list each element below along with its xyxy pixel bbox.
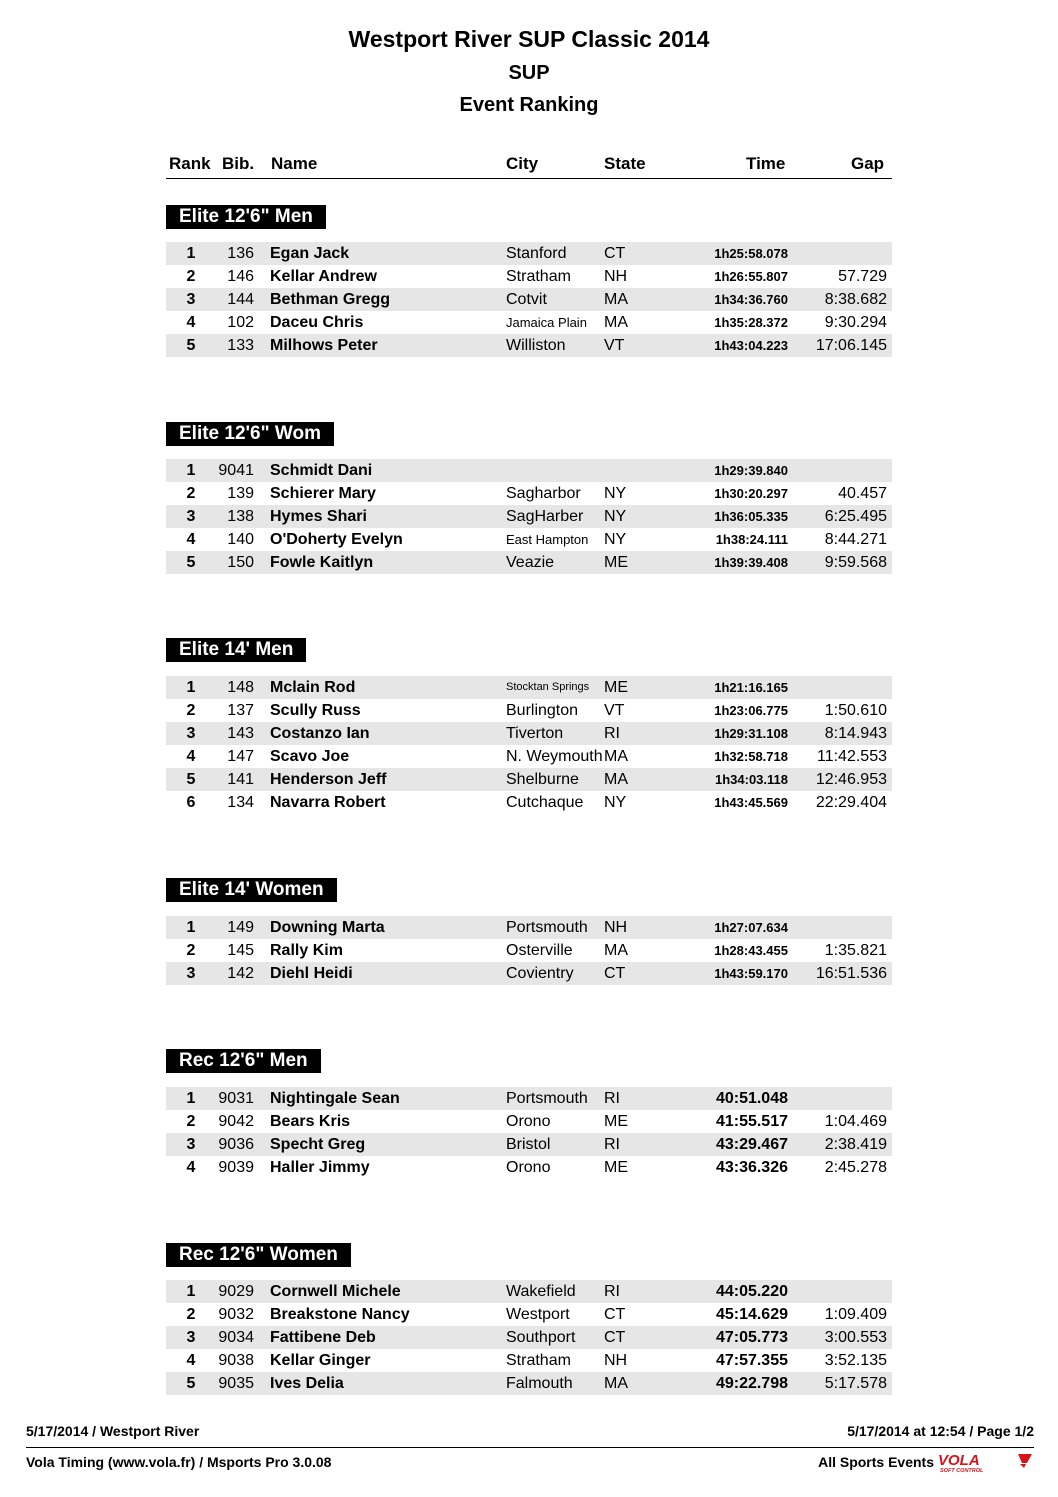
- cell-bib: 9039: [218, 1159, 254, 1176]
- section-title-elite-14-men: Elite 14' Men: [166, 638, 306, 662]
- table-row: [0, 242, 1058, 265]
- cell-rank: 1: [186, 462, 196, 479]
- cell-city: Falmouth: [506, 1375, 573, 1392]
- cell-bib: 9035: [218, 1375, 254, 1392]
- cell-gap: 1:35.821: [824, 942, 887, 959]
- column-header-time: Time: [746, 154, 786, 173]
- cell-name: Nightingale Sean: [270, 1090, 400, 1107]
- cell-name: Schmidt Dani: [270, 462, 373, 479]
- cell-gap: 1:04.469: [824, 1113, 887, 1130]
- cell-bib: 140: [227, 531, 254, 548]
- cell-time: 1h39:39.408: [714, 555, 788, 570]
- cell-name: Daceu Chris: [270, 314, 364, 331]
- cell-rank: 6: [186, 794, 196, 811]
- cell-city: Jamaica Plain: [506, 315, 587, 330]
- cell-rank: 5: [186, 337, 196, 354]
- table-row: [0, 676, 1058, 699]
- cell-bib: 134: [227, 794, 254, 811]
- cell-gap: 16:51.536: [815, 965, 887, 982]
- cell-bib: 9034: [218, 1329, 254, 1346]
- cell-gap: [800, 242, 887, 265]
- table-row: [0, 768, 1058, 791]
- cell-city: SagHarber: [506, 508, 584, 525]
- cell-name: Hymes Shari: [270, 508, 367, 525]
- cell-rank: 1: [186, 679, 196, 696]
- cell-gap: 8:14.943: [824, 725, 887, 742]
- cell-gap: 6:25.495: [824, 508, 887, 525]
- cell-state: CT: [604, 1306, 626, 1323]
- cell-bib: 136: [227, 245, 254, 262]
- cell-name: Kellar Ginger: [270, 1352, 371, 1369]
- cell-bib: 137: [227, 702, 254, 719]
- cell-rank: 4: [186, 748, 196, 765]
- cell-city: East Hampton: [506, 532, 589, 547]
- table-row: [0, 699, 1058, 722]
- cell-state: MA: [604, 314, 628, 331]
- section-title-elite-14-women: Elite 14' Women: [166, 878, 337, 902]
- cell-name: Rally Kim: [270, 942, 343, 959]
- cell-gap: 3:00.553: [824, 1329, 887, 1346]
- cell-name: Bethman Gregg: [270, 291, 391, 308]
- column-header-city: City: [506, 154, 539, 173]
- cell-city: Shelburne: [506, 771, 579, 788]
- cell-time: 43:36.326: [715, 1159, 788, 1176]
- cell-gap: 22:29.404: [815, 794, 887, 811]
- cell-name: Downing Marta: [270, 919, 385, 936]
- cell-name: Haller Jimmy: [270, 1159, 370, 1176]
- cell-state: MA: [604, 291, 628, 308]
- cell-rank: 2: [186, 485, 196, 502]
- table-row: [0, 311, 1058, 334]
- table-row: [0, 791, 1058, 814]
- cell-bib: 9036: [218, 1136, 254, 1153]
- cell-time: 1h43:59.170: [714, 966, 788, 981]
- cell-rank: 2: [186, 702, 196, 719]
- cell-rank: 5: [186, 771, 196, 788]
- cell-time: 1h27:07.634: [714, 920, 788, 935]
- table-row: [0, 939, 1058, 962]
- cell-bib: 9029: [218, 1283, 254, 1300]
- cell-rank: 4: [186, 1159, 196, 1176]
- cell-state: ME: [604, 679, 628, 696]
- cell-city: Portsmouth: [506, 1090, 588, 1107]
- cell-name: Schierer Mary: [270, 485, 376, 502]
- cell-bib: 144: [227, 291, 254, 308]
- cell-rank: 1: [186, 919, 196, 936]
- cell-city: Stocktan Springs: [506, 681, 590, 693]
- cell-time: 1h28:43.455: [714, 943, 788, 958]
- svg-text:SOFT CONTROL: SOFT CONTROL: [940, 1468, 984, 1473]
- cell-name: Fowle Kaitlyn: [270, 554, 374, 571]
- cell-time: 1h43:45.569: [714, 795, 788, 810]
- cell-city: Orono: [506, 1113, 551, 1130]
- cell-rank: 1: [186, 245, 196, 262]
- cell-time: 1h25:58.078: [714, 246, 788, 261]
- cell-gap: 1:09.409: [824, 1306, 887, 1323]
- footer-organizer: All Sports Events: [818, 1454, 934, 1470]
- cell-time: 1h32:58.718: [714, 749, 788, 764]
- cell-time: 49:22.798: [715, 1375, 788, 1392]
- column-header-bib: Bib.: [222, 154, 255, 173]
- cell-state: NY: [604, 485, 627, 502]
- cell-time: 1h29:39.840: [714, 463, 788, 478]
- column-header-state: State: [604, 154, 646, 173]
- cell-bib: 9031: [218, 1090, 254, 1107]
- cell-state: NY: [604, 794, 627, 811]
- cell-name: Diehl Heidi: [270, 965, 353, 982]
- cell-rank: 4: [186, 1352, 196, 1369]
- cell-bib: 9041: [218, 462, 254, 479]
- cell-state: NY: [604, 531, 627, 548]
- table-row: [0, 1326, 1058, 1349]
- cell-state: RI: [604, 725, 620, 742]
- cell-bib: 102: [227, 314, 254, 331]
- footer-timestamp-page: 5/17/2014 at 12:54 / Page 1/2: [847, 1423, 1034, 1439]
- page-subtitle-ranking: Event Ranking: [459, 94, 599, 116]
- cell-name: Mclain Rod: [270, 679, 356, 696]
- cell-time: 1h38:24.111: [715, 532, 788, 547]
- table-row: [0, 1087, 1058, 1110]
- cell-state: ME: [604, 1113, 628, 1130]
- cell-name: Breakstone Nancy: [270, 1306, 410, 1323]
- cell-state: MA: [604, 771, 628, 788]
- cell-city: N. Weymouth: [506, 748, 603, 765]
- cell-state: NH: [604, 919, 628, 936]
- page-title: Westport River SUP Classic 2014: [348, 26, 710, 52]
- cell-bib: 9042: [218, 1113, 254, 1130]
- table-row: [0, 551, 1058, 574]
- cell-city: Westport: [506, 1306, 570, 1323]
- cell-rank: 3: [186, 1136, 196, 1153]
- cell-gap: 12:46.953: [815, 771, 887, 788]
- column-header-rank: Rank: [169, 154, 211, 173]
- cell-rank: 3: [186, 291, 196, 308]
- section-title-elite-12-6-men: Elite 12'6" Men: [166, 205, 326, 229]
- section-title-rec-12-6-women: Rec 12'6" Women: [166, 1243, 351, 1267]
- cell-city: Stanford: [506, 245, 567, 262]
- cell-state: ME: [604, 1159, 628, 1176]
- cell-city: Covientry: [506, 965, 574, 982]
- section-title-elite-12-6-women: Elite 12'6" Wom: [166, 422, 334, 446]
- cell-gap: 8:38.682: [824, 291, 887, 308]
- cell-rank: 3: [186, 725, 196, 742]
- cell-time: 1h29:31.108: [714, 726, 788, 741]
- cell-gap: 2:45.278: [824, 1159, 887, 1176]
- cell-name: Scully Russ: [270, 702, 361, 719]
- cell-gap: [800, 1280, 887, 1303]
- cell-state: RI: [604, 1090, 620, 1107]
- table-row: [0, 1280, 1058, 1303]
- table-row: [0, 459, 1058, 482]
- cell-rank: 3: [186, 965, 196, 982]
- cell-time: 1h43:04.223: [714, 338, 788, 353]
- vola-logo: [934, 1451, 1034, 1473]
- cell-time: 1h34:03.118: [714, 772, 788, 787]
- table-row: [0, 1349, 1058, 1372]
- cell-rank: 3: [186, 508, 196, 525]
- cell-gap: [800, 1087, 887, 1110]
- cell-city: Tiverton: [506, 725, 564, 742]
- table-row: [0, 1372, 1058, 1395]
- cell-name: Bears Kris: [270, 1113, 351, 1130]
- cell-state: CT: [604, 965, 626, 982]
- cell-time: 1h34:36.760: [714, 292, 788, 307]
- cell-time: 45:14.629: [715, 1306, 788, 1323]
- cell-gap: 9:30.294: [824, 314, 887, 331]
- cell-bib: 149: [227, 919, 254, 936]
- cell-name: Fattibene Deb: [270, 1329, 376, 1346]
- cell-time: 1h21:16.165: [714, 680, 788, 695]
- cell-rank: 5: [186, 554, 196, 571]
- cell-state: ME: [604, 554, 628, 571]
- cell-name: O'Doherty Evelyn: [270, 531, 403, 548]
- cell-name: Costanzo Ian: [270, 725, 370, 742]
- cell-gap: 9:59.568: [824, 554, 887, 571]
- cell-state: VT: [604, 702, 625, 719]
- cell-state: VT: [604, 337, 625, 354]
- cell-name: Ives Delia: [270, 1375, 344, 1392]
- cell-bib: 145: [227, 942, 254, 959]
- cell-name: Scavo Joe: [270, 748, 350, 765]
- cell-rank: 1: [186, 1090, 196, 1107]
- cell-city: Stratham: [506, 1352, 571, 1369]
- cell-time: 43:29.467: [715, 1136, 788, 1153]
- table-row: [0, 528, 1058, 551]
- cell-city: Osterville: [506, 942, 573, 959]
- cell-bib: 150: [227, 554, 254, 571]
- cell-state: NH: [604, 268, 628, 285]
- cell-gap: 11:42.553: [817, 748, 887, 765]
- table-row: [0, 288, 1058, 311]
- cell-name: Kellar Andrew: [270, 268, 377, 285]
- cell-gap: 1:50.610: [824, 702, 887, 719]
- table-row: [0, 482, 1058, 505]
- column-header-row: [166, 152, 892, 179]
- cell-time: 1h35:28.372: [714, 315, 788, 330]
- cell-city: Sagharbor: [506, 485, 581, 502]
- table-row: [0, 1303, 1058, 1326]
- table-row: [0, 1110, 1058, 1133]
- cell-bib: 9032: [218, 1306, 254, 1323]
- table-row: [0, 505, 1058, 528]
- cell-bib: 138: [227, 508, 254, 525]
- cell-gap: 3:52.135: [824, 1352, 887, 1369]
- table-row: [0, 334, 1058, 357]
- cell-city: Burlington: [506, 702, 579, 719]
- cell-time: 1h36:05.335: [714, 509, 788, 524]
- cell-rank: 2: [186, 268, 196, 285]
- cell-name: Navarra Robert: [270, 794, 386, 811]
- cell-city: Veazie: [506, 554, 555, 571]
- cell-city: Wakefield: [506, 1283, 576, 1300]
- table-row: [0, 1133, 1058, 1156]
- cell-state: MA: [604, 1375, 628, 1392]
- cell-rank: 4: [186, 531, 196, 548]
- cell-name: Milhows Peter: [270, 337, 378, 354]
- cell-rank: 2: [186, 1306, 196, 1323]
- cell-state: RI: [604, 1283, 620, 1300]
- table-row: [0, 916, 1058, 939]
- cell-state: MA: [604, 748, 628, 765]
- table-row: [0, 722, 1058, 745]
- cell-time: 47:05.773: [715, 1329, 788, 1346]
- footer-date-location: 5/17/2014 / Westport River: [26, 1423, 200, 1439]
- cell-city: Bristol: [506, 1136, 551, 1153]
- cell-bib: 139: [227, 485, 254, 502]
- cell-city: Williston: [506, 337, 566, 354]
- cell-time: 1h26:55.807: [714, 269, 788, 284]
- footer-divider: [26, 1447, 1034, 1448]
- cell-time: 47:57.355: [715, 1352, 788, 1369]
- svg-text:VOLA: VOLA: [938, 1452, 980, 1469]
- cell-gap: [800, 916, 887, 939]
- cell-state: NH: [604, 1352, 628, 1369]
- cell-gap: 5:17.578: [824, 1375, 887, 1392]
- cell-city: Orono: [506, 1159, 551, 1176]
- cell-rank: 4: [186, 314, 196, 331]
- table-row: [0, 745, 1058, 768]
- cell-bib: 148: [227, 679, 254, 696]
- cell-bib: 141: [227, 771, 254, 788]
- cell-time: 1h23:06.775: [714, 703, 788, 718]
- cell-gap: 57.729: [838, 268, 887, 285]
- cell-state: CT: [604, 245, 626, 262]
- cell-name: Cornwell Michele: [270, 1283, 401, 1300]
- cell-state: RI: [604, 1136, 620, 1153]
- cell-name: Specht Greg: [270, 1136, 366, 1153]
- cell-time: 44:05.220: [715, 1283, 788, 1300]
- cell-bib: 133: [227, 337, 254, 354]
- cell-city: Portsmouth: [506, 919, 588, 936]
- cell-bib: 143: [227, 725, 254, 742]
- cell-name: Henderson Jeff: [270, 771, 387, 788]
- cell-gap: [800, 676, 887, 699]
- cell-state: CT: [604, 1329, 626, 1346]
- column-header-name: Name: [271, 154, 318, 173]
- cell-rank: 1: [186, 1283, 196, 1300]
- cell-gap: [800, 459, 887, 482]
- cell-rank: 2: [186, 1113, 196, 1130]
- cell-bib: 142: [227, 965, 254, 982]
- cell-time: 41:55.517: [715, 1113, 788, 1130]
- cell-city: Cutchaque: [506, 794, 584, 811]
- page-subtitle-sport: SUP: [508, 62, 550, 84]
- cell-gap: 17:06.145: [815, 337, 887, 354]
- section-title-rec-12-6-men: Rec 12'6" Men: [166, 1049, 321, 1073]
- cell-name: Egan Jack: [270, 245, 350, 262]
- cell-time: 1h30:20.297: [714, 486, 788, 501]
- footer-software: Vola Timing (www.vola.fr) / Msports Pro 3.0.08: [26, 1454, 332, 1470]
- table-row: [0, 962, 1058, 985]
- column-header-gap: Gap: [851, 154, 885, 173]
- cell-rank: 5: [186, 1375, 196, 1392]
- table-row: [0, 265, 1058, 288]
- cell-city: Stratham: [506, 268, 571, 285]
- cell-rank: 2: [186, 942, 196, 959]
- cell-state: MA: [604, 942, 628, 959]
- cell-state: NY: [604, 508, 627, 525]
- cell-time: 40:51.048: [715, 1090, 788, 1107]
- cell-city: Southport: [506, 1329, 576, 1346]
- cell-bib: 146: [227, 268, 254, 285]
- cell-gap: 8:44.271: [824, 531, 887, 548]
- cell-rank: 3: [186, 1329, 196, 1346]
- cell-bib: 9038: [218, 1352, 254, 1369]
- cell-city: Cotvit: [506, 291, 547, 308]
- table-row: [0, 1156, 1058, 1179]
- cell-gap: 40.457: [838, 485, 887, 502]
- cell-bib: 147: [227, 748, 254, 765]
- cell-gap: 2:38.419: [824, 1136, 887, 1153]
